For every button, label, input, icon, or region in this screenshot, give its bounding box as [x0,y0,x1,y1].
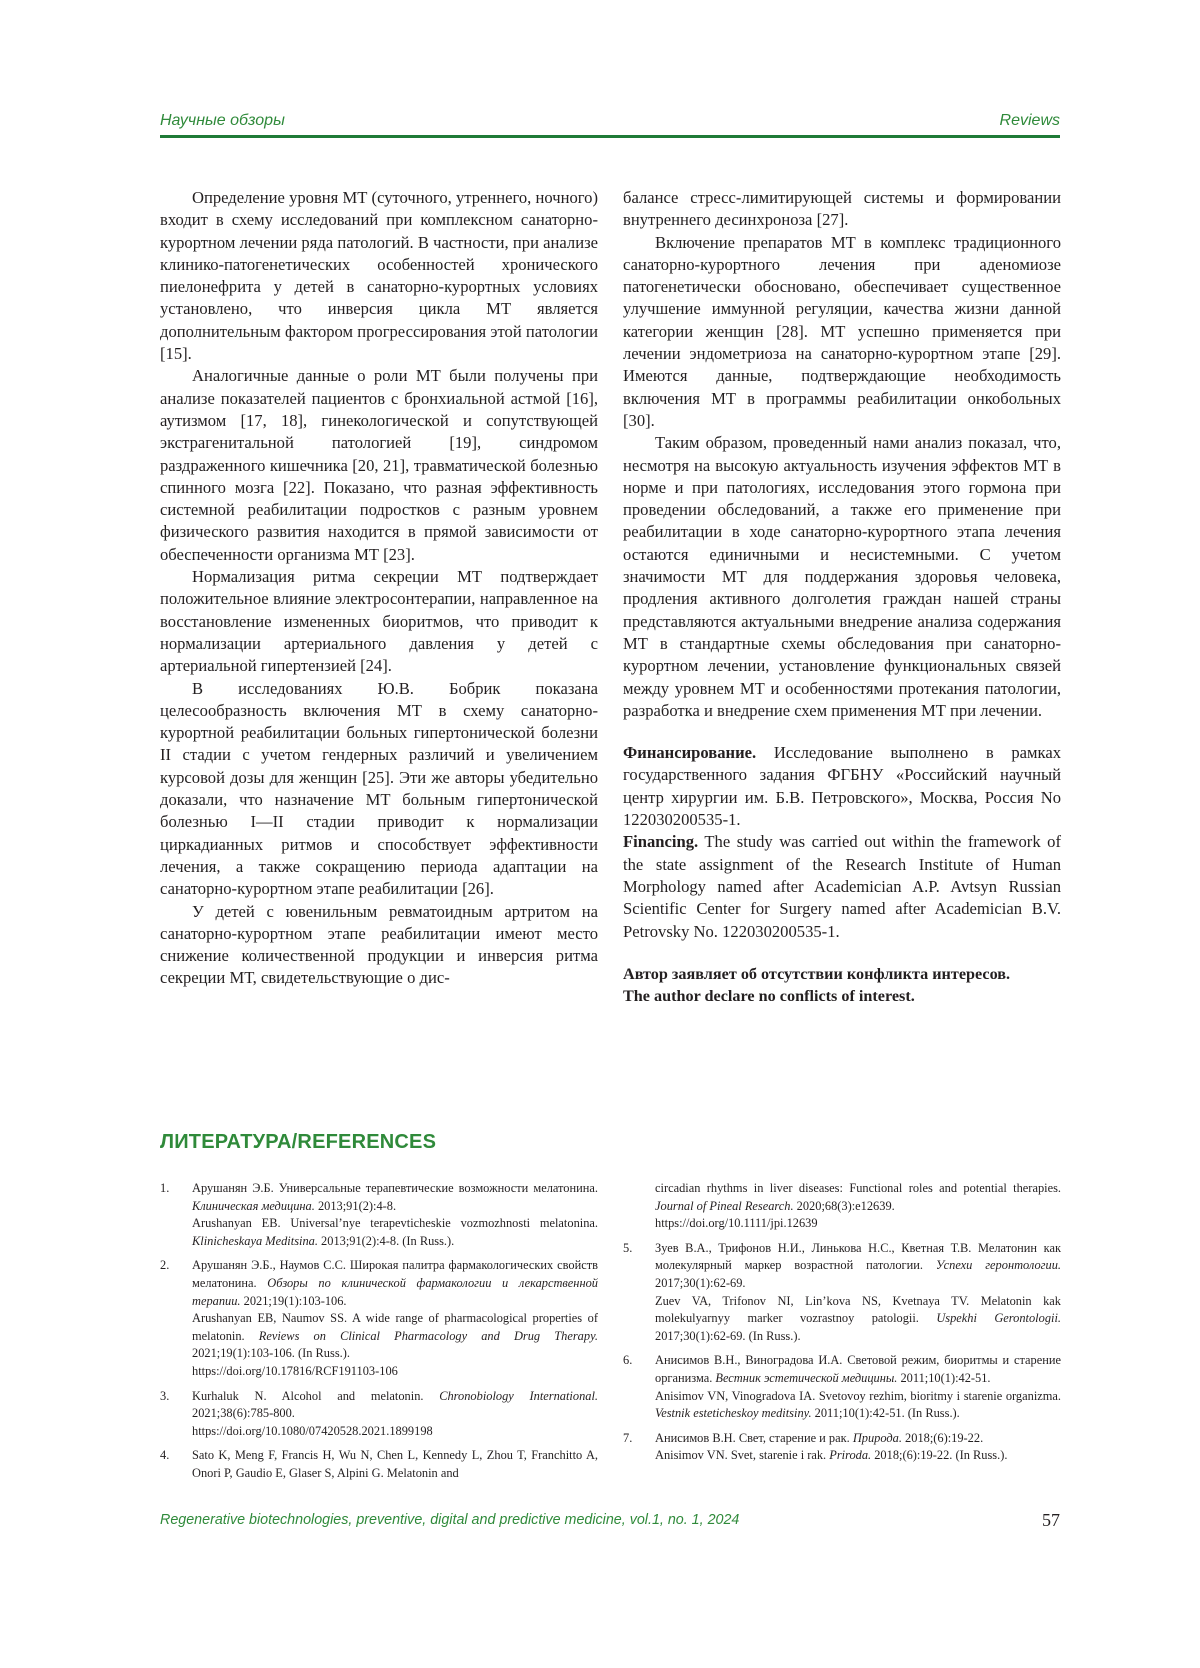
reference-number: 2. [160,1258,170,1273]
references-right-column [623,1180,1061,1472]
section-label-en: Reviews [999,112,1060,129]
paragraph: Таким образом, проведенный нами анализ показал, что, несмотря на высокую актуальность изучения эффектов МТ в норме и при патологиях, исследования этого гормона при проведении обследований, а также его применение при реабилитации в ходе санаторно-курортного этапа лечения остаются единичными и несистемными. С учетом значимости МТ для поддержания здоровья человека, продления активного долголетия граждан нашей страны представляются актуальными внедрение анализа содержания МТ в стандартные схемы обследования при санаторно-курортном лечении, установление функциональных связей между уровнем МТ и особенностями протекания патологии, разработка и внедрение схем применения МТ при лечении. [623,433,1061,720]
reference-item [160,1257,598,1380]
reference-item [160,1180,598,1250]
reference-line-en: Kurhaluk N. Alcohol and melatonin. Chronobiology International. 2021;38(6):785-800. [192,1388,598,1421]
reference-number: 3. [160,1388,170,1403]
reference-line-en: Arushanyan EB. Universal’nye terapevticheskie vozmozhnosti melatonina. Klinicheskaya Meditsina. 2013;91(2):4-8. (In Russ.). [192,1216,598,1248]
reference-line-ru: Арушанян Э.Б., Наумов С.С. Широкая палитра фармакологических свойств мелатонина. Обзоры по клинической фармакологии и лекарственной терапии. 2021;19(1):103-106. [192,1258,598,1308]
references-left-column [160,1180,598,1490]
references-title: ЛИТЕРАТУРА/REFERENCES [160,1131,437,1153]
section-label: Научные обзоры [160,112,285,129]
reference-line-ru: Арушанян Э.Б. Универсальные терапевтические возможности мелатонина. Клиническая медицина. 2013;91(2):4-8. [192,1181,598,1213]
reference-number: 6. [623,1353,633,1368]
funding-label: Финансирование. [623,743,757,763]
running-header [160,110,1060,138]
reference-line-en: Arushanyan EB, Naumov SS. A wide range of pharmacological properties of melatonin. Reviews on Clinical Pharmacology and Drug Therapy. 2021;19(1):103-106. (In Russ.). [192,1311,598,1361]
reference-line-ru: Зуев В.А., Трифонов Н.И., Линькова Н.С., Кветная Т.В. Мелатонин как молекулярный маркер возрастной патологии. Успехи геронтологии. 2017;30(1):62-69. [655,1240,1061,1290]
reference-item [623,1352,1061,1422]
reference-number: 5. [623,1240,633,1255]
reference-item-continued [623,1180,1061,1233]
financing-statement [623,831,1061,942]
financing-label: Financing. [623,832,699,852]
paragraph-continuation: балансе стресс-лимитирующей системы и формировании внутреннего десинхроноза [27]. [623,188,1061,230]
conflict-en: The author declare no conflicts of interest. [623,986,915,1005]
reference-line-en: circadian rhythms in liver diseases: Functional roles and potential therapies. Journal of Pineal Research. 2020;68(3):e12639. [655,1181,1061,1213]
reference-doi-link[interactable]: https://doi.org/10.17816/RCF191103-106 [192,1363,398,1378]
left-text-column [160,187,598,990]
reference-number: 7. [623,1430,633,1445]
paragraph: У детей с ювенильным ревматоидным артритом на санаторно-курортном этапе реабилитации имеют место снижение количественной продукции и инверсия ритма секреции МТ, свидетельствующие о дис- [160,901,598,988]
conflict-ru: Автор заявляет об отсутствии конфликта интересов. [623,964,1011,983]
reference-line-en: Anisimov VN. Svet, starenie i rak. Priroda. 2018;(6):19-22. (In Russ.). [655,1448,1008,1463]
reference-line-ru: Анисимов В.Н., Виноградова И.А. Световой режим, биоритмы и старение организма. Вестник эстетической медицины. 2011;10(1):42-51. [655,1353,1061,1385]
reference-line-ru: Анисимов В.Н. Свет, старение и рак. Природа. 2018;(6):19-22. [655,1430,984,1445]
reference-item [623,1240,1061,1346]
reference-number: 1. [160,1181,170,1195]
paragraph: Включение препаратов МТ в комплекс традиционного санаторно-курортного лечения при аденомиозе патогенетически обосновано, обеспечивает существенное улучшение иммунной регуляции, качества жизни данной категории женщин [28]. МТ успешно применяется при лечении эндометриоза на санаторно-курортном этапе [29]. Имеются данные, подтверждающие необходимость включения МТ в программы реабилитации онкобольных [30]. [623,232,1061,430]
financing-text: The study was carried out within the framework of the state assignment of the Research Institute of Human Morphology named after Academician A.P. Avtsyn Russian Scientific Center for Surgery named after Academician B.V. Petrovsky No. 122030200535-1. [623,832,1061,941]
header-rule [160,135,1060,138]
reference-doi-link[interactable]: https://doi.org/10.1111/jpi.12639 [655,1216,818,1231]
reference-item [160,1388,598,1441]
reference-doi-link[interactable]: https://doi.org/10.1080/07420528.2021.1899198 [192,1423,433,1438]
funding-text: Исследование выполнено в рамках государственного задания ФГБНУ «Российский научный центр хирургии им. Б.В. Петровского», Москва, Россия No 122030200535-1. [623,743,1061,830]
paragraph: В исследованиях Ю.В. Бобрик показана целесообразность включения МТ в схему санаторно-курортной реабилитации больных гипертонической болезни II стадии с учетом гендерных различий и увеличением курсовой дозы для женщин [25]. Эти же авторы убедительно доказали, что назначение МТ больным гипертонической болезнью I—II стадии приводит к нормализации циркадианных ритмов и способствует эффективности лечения, а также сокращению периода адаптации на санаторно-курортном этапе реабилитации [26]. [160,678,598,899]
page-footer [160,1510,1060,1534]
funding-statement [623,742,1061,831]
reference-item [623,1430,1061,1465]
reference-item [160,1447,598,1482]
page-number: 57 [1042,1510,1060,1530]
paragraph: Аналогичные данные о роли МТ были получены при анализе показателей пациентов с бронхиальной астмой [16], аутизмом [17, 18], гинекологической и сопутствующей экстрагенитальной патологией [19], синдромом раздраженного кишечника [20, 21], травматической болезнью спинного мозга [22]. Показано, что разная эффективность системной реабилитации подростков с разным уровнем физического развития находится в прямой зависимости от обеспеченности организма МТ [23]. [160,366,598,564]
reference-number: 4. [160,1448,170,1463]
reference-line-en: Anisimov VN, Vinogradova IA. Svetovoy rezhim, bioritmy i starenie organizma. Vestnik esteticheskoy meditsiny. 2011;10(1):42-51. (In Russ.). [655,1388,1061,1421]
paragraph: Нормализация ритма секреции МТ подтверждает положительное влияние электросонтерапии, направленное на восстановление измененных биоритмов, что приводит к нормализации артериального давления у детей с артериальной гипертензией [24]. [160,567,598,676]
reference-line-en: Zuev VA, Trifonov NI, Lin’kova NS, Kvetnaya TV. Melatonin kak molekulyarnyy marker vozrastnoy patologii. Uspekhi Gerontologii. 2017;30(1):62-69. (In Russ.). [655,1293,1061,1343]
conflict-statement [623,963,1061,1007]
journal-name: Regenerative biotechnologies, preventive, digital and predictive medicine, vol.1, no. 1, 2024 [160,1512,740,1528]
right-text-column [623,187,1061,1007]
paragraph: Определение уровня МТ (суточного, утреннего, ночного) входит в схему исследований при комплексном санаторно-курортном лечении ряда патологий. В частности, при анализе клинико-патогенетических особенностей хронического пиелонефрита у детей в санаторно-курортных условиях установлено, что инверсия цикла МТ является дополнительным фактором прогрессирования этой патологии [15]. [160,188,598,364]
reference-line-en: Sato K, Meng F, Francis H, Wu N, Chen L, Kennedy L, Zhou T, Franchitto A, Onori P, Gaudio E, Glaser S, Alpini G. Melatonin and [192,1448,598,1480]
